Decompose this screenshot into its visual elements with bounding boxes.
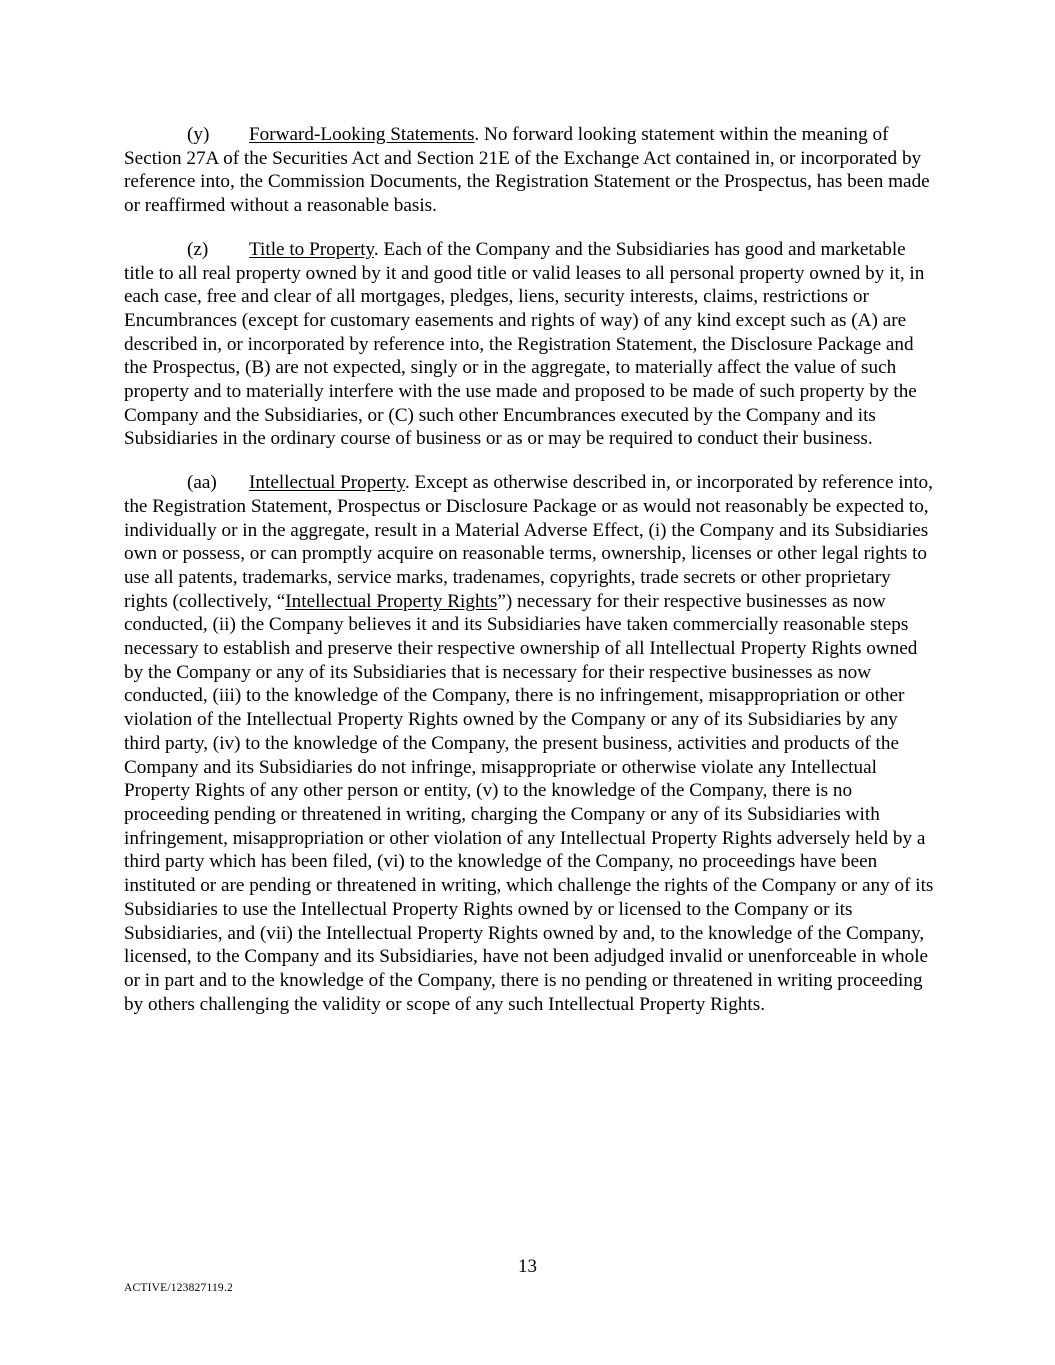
document-body (124, 123, 936, 1036)
section-number: (y) (187, 124, 210, 145)
section-heading: Title to Property (249, 238, 374, 260)
page-number: 13 (518, 1256, 537, 1277)
section-body-after: ”) necessary for their respective businesses as now conducted, (ii) the Company believes it and its Subsidiaries have taken commercially reasonable steps necessary to establish and preserve their respective ownership of all Intellectual Property Rights owned by the Company or any of its Subsidiaries that is necessary for their respective businesses as now conducted, (iii) to the knowledge of the Company, there is no infringement, misappropriation or other violation of the Intellectual Property Rights owned by the Company or any of its Subsidiaries by any third party, (iv) to the knowledge of the Company, the present business, activities and products of the Company and its Subsidiaries do not infringe, misappropriate or otherwise violate any Intellectual Property Rights of any other person or entity, (v) to the knowledge of the Company, there is no proceeding pending or threatened in writing, charging the Company or any of its Subsidiaries with infringement, misappropriation or other violation of any Intellectual Property Rights adversely held by a third party which has been filed, (vi) to the knowledge of the Company, no proceedings have been instituted or are pending or threatened in writing, which challenge the rights of the Company or any of its Subsidiaries to use the Intellectual Property Rights owned by or licensed to the Company or its Subsidiaries, and (vii) the Intellectual Property Rights owned by and, to the knowledge of the Company, licensed, to the Company and its Subsidiaries, have not been adjudged invalid or unenforceable in whole or in part and to the knowledge of the Company, there is no pending or threatened in writing proceeding by others challenging the validity or scope of any such Intellectual Property Rights. (124, 590, 934, 1015)
section-body: . No forward looking statement within the meaning of Section 27A of the Securities Act and Section 21E of the Exchange Act contained in, or incorporated by reference into, the Commission Documents, the Registration Statement or the Prospectus, has been made or reaffirmed without a reasonable basis. (124, 124, 930, 217)
section-heading: Intellectual Property (249, 472, 405, 494)
section-intellectual-property (124, 471, 936, 1016)
section-body-before: . Except as otherwise described in, or incorporated by reference into, the Registration Statement, Prospectus or Disclosure Package or as would not reasonably be expected to, individually or in the aggregate, result in a Material Adverse Effect, (i) the Company and its Subsidiaries own or possess, or can promptly acquire on reasonable terms, ownership, licenses or other legal rights to use all patents, trademarks, service marks, tradenames, copyrights, trade secrets or other proprietary rights (collectively, “ (124, 472, 933, 612)
section-heading: Forward-Looking Statements (249, 124, 475, 145)
section-forward-looking-statements (124, 123, 936, 218)
section-title-to-property (124, 238, 936, 451)
section-number: (aa) (187, 472, 217, 494)
defined-term: Intellectual Property Rights (285, 590, 498, 612)
section-number: (z) (187, 238, 209, 260)
document-id: ACTIVE/123827119.2 (124, 1282, 233, 1294)
section-body: . Each of the Company and the Subsidiaries has good and marketable title to all real property owned by it and good title or valid leases to all personal property owned by it, in each case, free and clear of all mortgages, pledges, liens, security interests, claims, restrictions or Encumbrances (except for customary easements and rights of way) of any kind except such as (A) are described in, or incorporated by reference into, the Registration Statement, the Disclosure Package and the Prospectus, (B) are not expected, singly or in the aggregate, to materially affect the value of such property and to materially interfere with the use made and proposed to be made of such property by the Company and the Subsidiaries, or (C) such other Encumbrances executed by the Company and its Subsidiaries in the ordinary course of business or as or may be required to conduct their business. (124, 238, 925, 450)
